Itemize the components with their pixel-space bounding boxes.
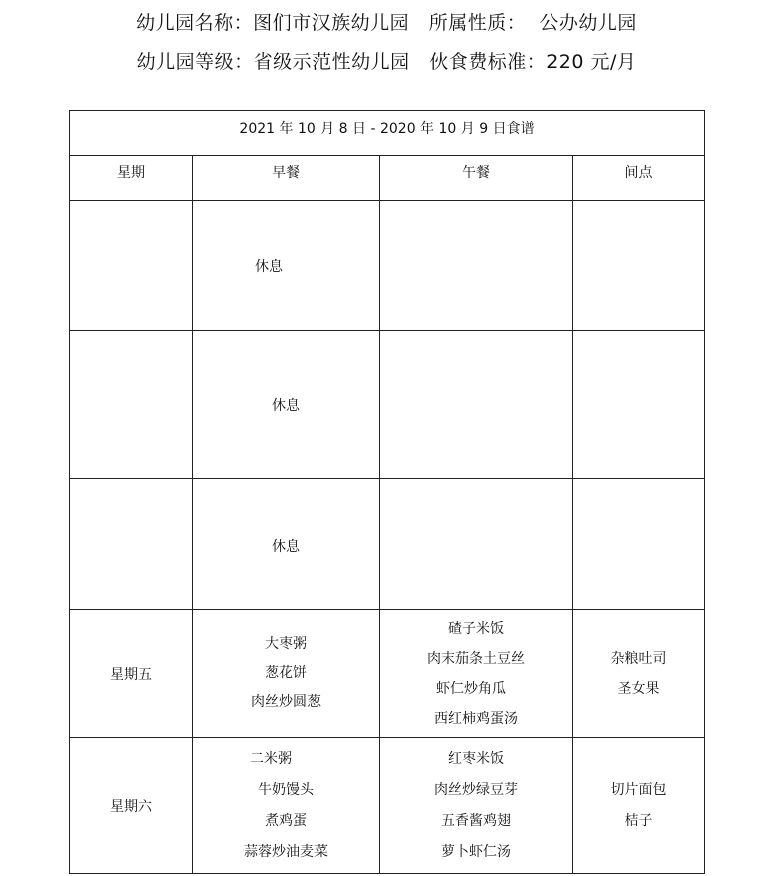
header-text: 午餐 — [462, 165, 490, 181]
menu-item: 二米粥 — [250, 750, 292, 767]
menu-item: 碴子米饭 — [448, 620, 504, 637]
row-friday-breakfast — [193, 610, 379, 737]
row1-breakfast — [176, 201, 362, 330]
table-border-bottom — [69, 873, 705, 874]
menu-item: 休息 — [272, 397, 300, 414]
menu-item: 杂粮吐司 — [610, 650, 667, 667]
col-header-lunch — [380, 156, 572, 188]
table-border-right — [704, 110, 705, 874]
menu-item: 红枣米饭 — [448, 750, 504, 767]
menu-item: 休息 — [272, 538, 300, 555]
menu-item: 大枣粥 — [265, 636, 307, 652]
header-text: 星期 — [117, 165, 145, 181]
menu-item: 切片面包 — [610, 781, 667, 798]
menu-item: 桔子 — [624, 812, 653, 829]
row-saturday-day — [70, 738, 192, 873]
weekday-label: 星期六 — [110, 798, 152, 815]
row-saturday-breakfast — [193, 738, 379, 873]
weekday-label: 星期五 — [110, 666, 152, 683]
row-saturday-lunch — [380, 738, 572, 873]
row3-breakfast — [193, 479, 379, 612]
menu-item: 肉末茄条土豆丝 — [427, 650, 525, 667]
title-text: 2021 年 10 月 8 日 - 2020 年 10 月 9 日食谱 — [239, 120, 535, 137]
table-rule — [69, 200, 705, 201]
row-friday-lunch — [380, 610, 572, 737]
kindergarten-name-line: 幼儿园名称：图们市汉族幼儿园 所属性质： 公办幼儿园 — [136, 12, 637, 34]
menu-item: 虾仁炒角瓜 — [436, 680, 506, 697]
table-rule — [69, 330, 705, 331]
row-saturday-snack — [573, 738, 704, 873]
row2-breakfast — [193, 331, 379, 478]
col-header-breakfast — [193, 156, 379, 188]
col-header-snack — [573, 156, 704, 188]
table-rule — [69, 478, 705, 479]
header-text: 间点 — [624, 165, 653, 181]
menu-date-range-title — [70, 111, 704, 144]
menu-item: 五香酱鸡翅 — [441, 812, 511, 829]
menu-item: 萝卜虾仁汤 — [441, 843, 511, 860]
menu-item: 葱花饼 — [265, 665, 307, 681]
menu-item: 西红柿鸡蛋汤 — [434, 710, 518, 727]
menu-item: 肉丝炒绿豆芽 — [434, 781, 518, 798]
menu-item: 蒜蓉炒油麦菜 — [244, 843, 328, 860]
row-friday-day — [70, 610, 192, 737]
menu-item: 煮鸡蛋 — [265, 812, 307, 829]
kindergarten-level-line: 幼儿园等级：省级示范性幼儿园 伙食费标准：220 元/月 — [136, 51, 637, 73]
menu-item: 牛奶馒头 — [258, 781, 314, 798]
col-header-weekday — [70, 156, 192, 188]
header-text: 早餐 — [272, 165, 300, 181]
menu-item: 休息 — [255, 258, 283, 275]
menu-item: 肉丝炒圆葱 — [251, 694, 321, 710]
row-friday-snack — [573, 610, 704, 737]
menu-item: 圣女果 — [617, 680, 660, 697]
